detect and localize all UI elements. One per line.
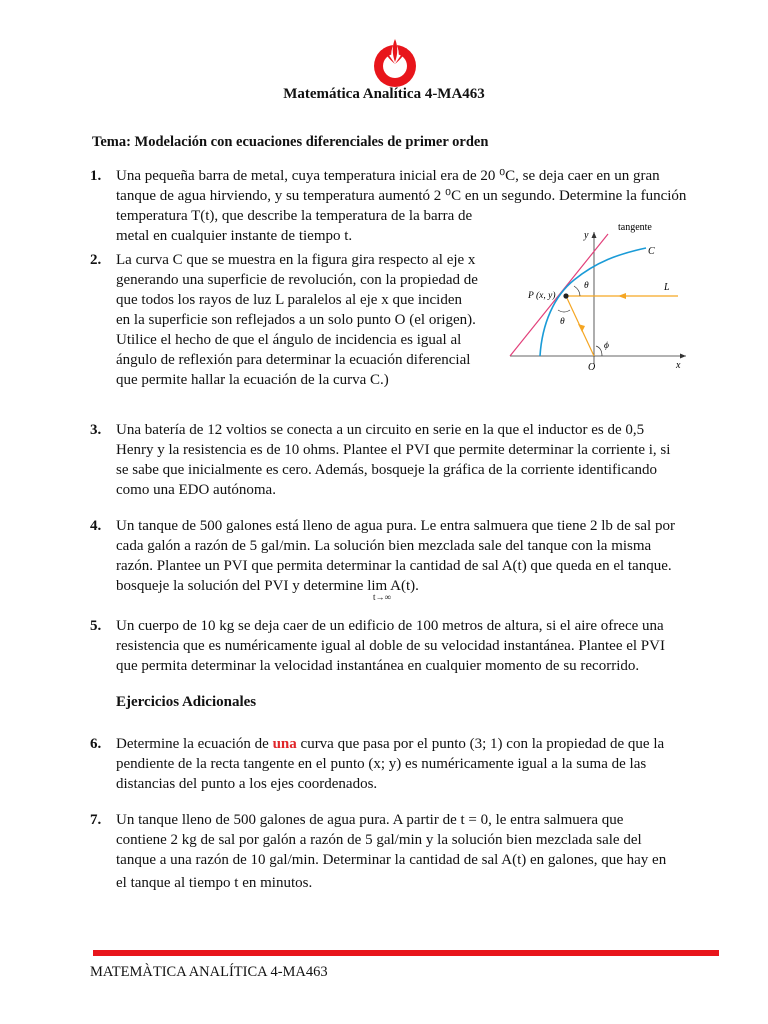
highlight-word: una	[272, 736, 297, 752]
problem-line: en la superficie son reflejados a un solo punto O (el origen).	[116, 312, 476, 328]
problem-number: 4.	[90, 518, 102, 534]
problem-line: cada galón a razón de 5 gal/min. La solución bien mezclada sale del tanque con la misma	[116, 538, 652, 554]
problem-line: tanque a una razón de 10 gal/min. Determinar la cantidad de sal A(t) en galones, que hay en	[116, 852, 667, 868]
problem-number: 3.	[90, 422, 102, 438]
problem-line: temperatura T(t), que describe la temperatura de la barra de	[116, 208, 473, 224]
label-c: C	[648, 246, 655, 257]
problem-2	[90, 250, 490, 390]
problem-line: que todos los rayos de luz L paralelos al eje x que inciden	[116, 292, 463, 308]
problem-line: metal en cualquier instante de tiempo t.	[116, 228, 353, 244]
label-theta-1: θ	[584, 281, 589, 291]
label-theta-2: θ	[560, 317, 565, 327]
page-title: Matemática Analítica 4-MA463	[283, 86, 485, 102]
problem-line: Utilice el hecho de que el ángulo de incidencia es igual al	[116, 332, 462, 348]
problem-line: ángulo de reflexión para determinar la ecuación diferencial	[116, 352, 471, 368]
additional-exercises-heading: Ejercicios Adicionales	[116, 694, 257, 710]
problem-line: Una pequeña barra de metal, cuya temperatura inicial era de 20 ⁰C, se deja caer en un gran	[116, 168, 660, 184]
footer-divider	[93, 950, 719, 956]
problem-line: Un tanque de 500 galones está lleno de agua pura. Le entra salmuera que tiene 2 lb de sal por	[116, 518, 675, 534]
y-axis-arrow	[592, 232, 597, 238]
problem-7	[90, 810, 702, 893]
ray-arrow	[618, 293, 626, 299]
problem-number: 6.	[90, 736, 102, 752]
problem-line: resistencia que es numéricamente igual al doble de su velocidad instantánea. Plantee el PVI	[116, 638, 665, 654]
reflection-figure	[500, 214, 700, 374]
problem-line: bosqueje la solución del PVI y determine lim A(t).	[116, 578, 419, 594]
problem-line: generando una superficie de revolución, con la propiedad de	[116, 272, 478, 288]
problem-line: se sabe que inicialmente es cero. Además, bosqueje la gráfica de la corriente identificando	[116, 462, 658, 478]
problem-line: Una batería de 12 voltios se conecta a un circuito en serie en la que el inductor es de 0,5	[116, 422, 645, 438]
problem-number: 2.	[90, 252, 102, 268]
problem-5	[90, 616, 702, 676]
problem-4	[90, 516, 702, 596]
university-logo	[368, 36, 422, 88]
problem-line: pendiente de la recta tangente en el punto (x; y) es numéricamente igual a la suma de las	[116, 756, 647, 772]
label-tangent: tangente	[618, 222, 652, 233]
problem-number: 7.	[90, 812, 102, 828]
label-o: O	[588, 362, 596, 373]
problem-line: contiene 2 kg de sal por galón a razón de 5 gal/min y la solución bien mezclada sale del	[116, 832, 642, 848]
problem-line: Determine la ecuación de una curva que pasa por el punto (3; 1) con la propiedad de que la	[116, 736, 665, 752]
topic-heading: Tema: Modelación con ecuaciones diferenciales de primer orden	[92, 134, 489, 150]
angle-arc-phi	[596, 346, 602, 356]
problem-line: distancias del punto a los ejes coordenados.	[116, 776, 378, 792]
problem-3	[90, 420, 702, 500]
limit-subscript: t→∞	[373, 592, 391, 602]
problem-number: 1.	[90, 168, 102, 184]
footer-text: MATEMÀTICA ANALÍTICA 4-MA463	[90, 964, 328, 980]
problem-line: Henry y la resistencia es de 10 ohms. Plantee el PVI que permite determinar la corriente i, si	[116, 442, 671, 458]
problem-number: 5.	[90, 618, 102, 634]
curve-c	[540, 248, 646, 356]
problem-6	[90, 734, 702, 794]
label-x: x	[676, 360, 681, 371]
problem-line: que permita determinar la velocidad instantánea en cualquier momento de su recorrido.	[116, 658, 640, 674]
label-phi: ϕ	[604, 341, 609, 351]
label-p: P (x, y)	[528, 291, 556, 301]
problem-line: el tanque al tiempo t en minutos.	[116, 875, 313, 891]
angle-arc-incidence	[574, 286, 580, 296]
label-l: L	[664, 282, 670, 293]
point-p	[563, 293, 568, 298]
reflected-ray-arrow	[578, 324, 585, 332]
problem-line: La curva C que se muestra en la figura gira respecto al eje x	[116, 252, 476, 268]
problem-line: tanque de agua hirviendo, y su temperatura aumentó 2 ⁰C en un segundo. Determine la función	[116, 188, 687, 204]
problem-line: que permite hallar la ecuación de la curva C.)	[116, 372, 389, 388]
label-y: y	[584, 230, 589, 241]
x-axis-arrow	[680, 354, 686, 359]
problem-line: Un cuerpo de 10 kg se deja caer de un edificio de 100 metros de altura, si el aire ofrece una	[116, 618, 664, 634]
problem-line: razón. Plantee un PVI que permita determinar la cantidad de sal A(t) que queda en el tanque.	[116, 558, 672, 574]
problem-line: como una EDO autónoma.	[116, 482, 276, 498]
angle-arc-reflection	[558, 310, 570, 312]
problem-line: Un tanque lleno de 500 galones de agua pura. A partir de t = 0, le entra salmuera que	[116, 812, 624, 828]
